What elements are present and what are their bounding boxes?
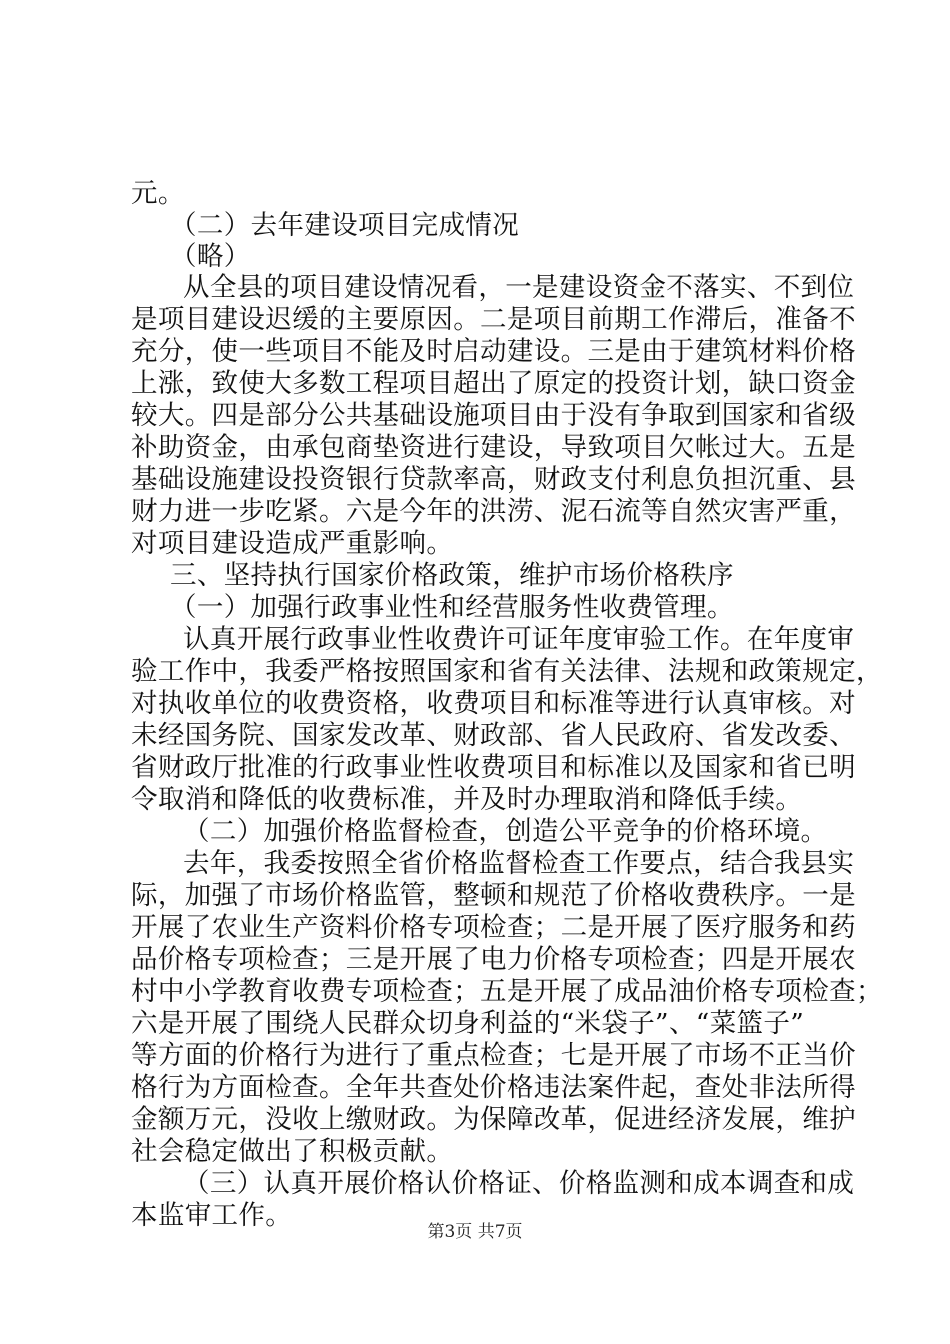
paragraph-first-line: 去年，我委按照全省价格监督检查工作要点，结合我县实 xyxy=(183,848,855,879)
section-heading: 三、坚持执行国家价格政策，维护市场价格秩序 xyxy=(170,560,734,591)
text-line: 补助资金，由承包商垫资进行建设，导致项目欠帐过大。五是 xyxy=(131,432,856,463)
text-line: 际，加强了市场价格监管，整顿和规范了价格收费秩序。一是 xyxy=(131,880,856,911)
text-line: 财力进一步吃紧。六是今年的洪涝、泥石流等自然灾害严重， xyxy=(131,496,856,527)
text-line: 令取消和降低的收费标准，并及时办理取消和降低手续。 xyxy=(131,784,803,815)
text-line: 元。 xyxy=(131,178,185,209)
text-line: 金额万元，没收上缴财政。为保障改革，促进经济发展，维护 xyxy=(131,1104,856,1135)
subsection-heading: （二）加强价格监督检查，创造公平竞争的价格环境。 xyxy=(183,816,828,847)
subsection-heading: （三）认真开展价格认价格证、价格监测和成本调查和成 xyxy=(183,1168,855,1199)
text-line: 较大。四是部分公共基础设施项目由于没有争取到国家和省级 xyxy=(131,400,856,431)
text-line: （略） xyxy=(170,241,251,272)
text-line: 品价格专项检查；三是开展了电力价格专项检查；四是开展农 xyxy=(131,944,856,975)
paragraph-first-line: 从全县的项目建设情况看，一是建设资金不落实、不到位 xyxy=(183,272,855,303)
text-line: 基础设施建设投资银行贷款率高，财政支付利息负担沉重、县 xyxy=(131,464,856,495)
text-line: 省财政厅批准的行政事业性收费项目和标准以及国家和省已明 xyxy=(131,752,856,783)
text-line: 本监审工作。 xyxy=(131,1200,293,1231)
text-line: 是项目建设迟缓的主要原因。二是项目前期工作滞后，准备不 xyxy=(131,304,856,335)
text-line: 等方面的价格行为进行了重点检查；七是开展了市场不正当价 xyxy=(131,1040,856,1071)
subsection-heading: （一）加强行政事业性和经营服务性收费管理。 xyxy=(170,592,734,623)
text-line: 开展了农业生产资料价格专项检查；二是开展了医疗服务和药 xyxy=(131,912,856,943)
text-line: 六是开展了围绕人民群众切身利益的“米袋子”、“菜篮子” xyxy=(131,1008,805,1039)
text-line: 对执收单位的收费资格，收费项目和标准等进行认真审核。对 xyxy=(131,688,856,719)
text-line: 上涨，致使大多数工程项目超出了原定的投资计划，缺口资金 xyxy=(131,368,856,399)
text-line: 充分，使一些项目不能及时启动建设。三是由于建筑材料价格 xyxy=(131,336,856,367)
text-line: 未经国务院、国家发改革、财政部、省人民政府、省发改委、 xyxy=(131,720,856,751)
text-line: 验工作中，我委严格按照国家和省有关法律、法规和政策规定， xyxy=(131,656,883,687)
text-line: 对项目建设造成严重影响。 xyxy=(131,528,454,559)
text-line: 格行为方面检查。全年共查处价格违法案件起，查处非法所得 xyxy=(131,1072,856,1103)
text-line: 村中小学教育收费专项检查；五是开展了成品油价格专项检查； xyxy=(131,976,883,1007)
page-footer: 第3页 共7页 xyxy=(427,1222,523,1242)
section-heading: （二）去年建设项目完成情况 xyxy=(170,210,520,241)
paragraph-first-line: 认真开展行政事业性收费许可证年度审验工作。在年度审 xyxy=(183,624,855,655)
text-line: 社会稳定做出了积极贡献。 xyxy=(131,1136,454,1167)
